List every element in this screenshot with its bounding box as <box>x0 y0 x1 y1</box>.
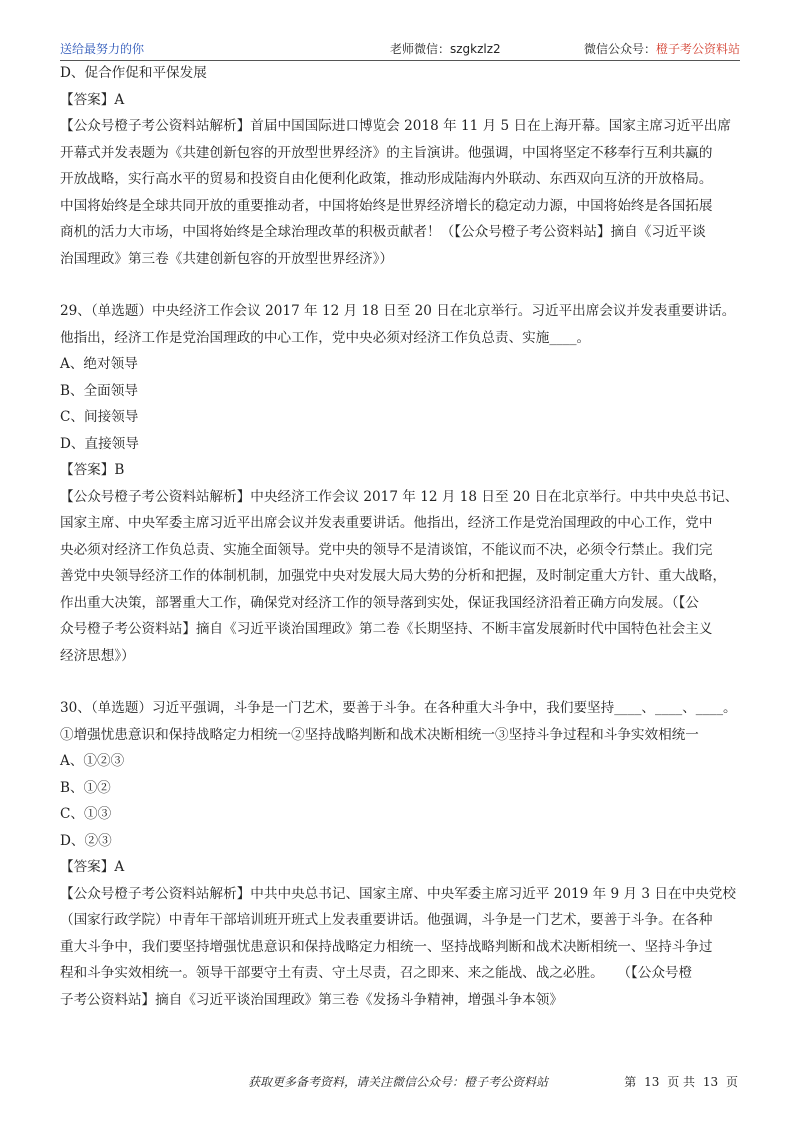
q28-option-d: D、促合作促和平保发展 <box>60 65 207 81</box>
page-suffix: 页 <box>725 1075 738 1089</box>
page-total: 13 <box>702 1075 719 1089</box>
analysis-line: 【公众号橙子考公资料站解析】中央经济工作会议 2017 年 12 月 18 日至 20 日在北京举行。中共中央总书记、 <box>60 488 739 505</box>
analysis-line: 商机的活力大市场，中国将始终是全球治理改革的积极贡献者！（【公众号橙子考公资料站】摘自《习近平谈 <box>60 224 706 240</box>
question-line: 29、（单选题）中央经济工作会议 2017 年 12 月 18 日至 20 日在北京举行。习近平出席会议并发表重要讲话。 <box>60 303 736 319</box>
header-account-brand: 橙子考公资料站 <box>655 42 740 56</box>
q30-analysis <box>60 881 745 1014</box>
q29-stem <box>60 298 745 351</box>
analysis-line: 开放战略，实行高水平的贸易和投资自由化便利化政策，推动形成陆海内外联动、东西双向互济的开放格局。 <box>60 171 713 187</box>
header-official-account <box>584 40 740 57</box>
header-teacher-wechat: 老师微信：szgkzlz2 <box>390 42 501 56</box>
analysis-line: 众号橙子考公资料站】摘自《习近平谈治国理政》第二卷《长期坚持、不断丰富发展新时代中国特色社会主义 <box>60 621 713 637</box>
analysis-line: 治国理政》第三卷《共建创新包容的开放型世界经济》） <box>60 250 394 267</box>
page-prefix: 第 <box>624 1075 637 1089</box>
q30-answer: 【答案】A <box>60 859 125 875</box>
q29-analysis <box>60 484 745 670</box>
q30-option-c: C、①③ <box>60 806 112 822</box>
page-footer <box>0 1073 800 1093</box>
analysis-line: 央必须对经济工作负总责、实施全面领导。党中央的领导不是清谈馆，不能议而不决，必须令行禁止。我们完 <box>60 541 713 558</box>
analysis-line: 中国将始终是全球共同开放的重要推动者，中国将始终是世界经济增长的稳定动力源，中国将始终是各国拓展 <box>60 197 713 214</box>
page-number <box>622 1073 740 1090</box>
q30-stem <box>60 695 745 748</box>
analysis-line: 重大斗争中，我们要坚持增强忧患意识和保持战略定力相统一、坚持战略判断和战术决断相统一、坚持斗争过 <box>60 938 713 955</box>
question-line: ①增强忧患意识和保持战略定力相统一②坚持战略判断和战术决断相统一③坚持斗争过程和斗争实效相统一 <box>60 726 699 743</box>
header-slogan: 送给最努力的你 <box>60 42 145 56</box>
q30-option-d: D、②③ <box>60 832 112 849</box>
analysis-line: 程和斗争实效相统一。领导干部要守土有责、守土尽责，召之即来、来之能战、战之必胜。 （【公众号橙 <box>60 965 693 981</box>
q29-option-d: D、直接领导 <box>60 435 139 452</box>
question-line: 他指出，经济工作是党治国理政的中心工作，党中央必须对经济工作负总责、实施____。 <box>60 329 591 346</box>
page-current: 13 <box>644 1075 660 1089</box>
q29-option-a: A、绝对领导 <box>60 356 138 372</box>
header-account-prefix: 微信公众号： <box>583 42 656 56</box>
analysis-line: 作出重大决策，部署重大工作，确保党对经济工作的领导落到实处，保证我国经济沿着正确方向发展。（【公 <box>60 594 699 611</box>
analysis-line: 开幕式并发表题为《共建创新包容的开放型世界经济》的主旨演讲。他强调，中国将坚定不移奉行互利共赢的 <box>60 144 713 161</box>
q30-option-a: A、①②③ <box>60 753 125 769</box>
analysis-line: 善党中央领导经济工作的体制机制，加强党中央对发展大局大势的分析和把握，及时制定重大方针、重大战略， <box>60 568 727 584</box>
q28-answer: 【答案】A <box>60 91 125 108</box>
analysis-line: 【公众号橙子考公资料站解析】中共中央总书记、国家主席、中央军委主席习近平 2019 年 9 月 3 日在中央党校 <box>60 885 736 902</box>
q29-answer: 【答案】B <box>60 462 125 478</box>
footer-note: 获取更多备考资料，请关注微信公众号：橙子考公资料站 <box>248 1075 549 1089</box>
analysis-line: 子考公资料站】摘自《习近平谈治国理政》第三卷《发扬斗争精神，增强斗争本领》 <box>60 991 563 1008</box>
analysis-line: （国家行政学院）中青年干部培训班开班式上发表重要讲话。他强调，斗争是一门艺术，要善于斗争。在各种 <box>60 912 713 928</box>
page-header <box>60 38 740 61</box>
q28-analysis <box>60 113 745 272</box>
analysis-line: 国家主席、中央军委主席习近平出席会议并发表重要讲话。他指出，经济工作是党治国理政的中心工作，党中 <box>60 515 713 531</box>
q29-option-c: C、间接领导 <box>60 409 139 425</box>
page-mid: 页 共 <box>667 1075 696 1089</box>
q30-option-b: B、①② <box>60 779 111 796</box>
analysis-line: 【公众号橙子考公资料站解析】首届中国国际进口博览会 2018 年 11 月 5 日在上海开幕。国家主席习近平出席 <box>60 118 731 134</box>
q29-option-b: B、全面领导 <box>60 382 138 399</box>
analysis-line: 经济思想》） <box>60 647 135 664</box>
question-line: 30、（单选题）习近平强调，斗争是一门艺术，要善于斗争。在各种重大斗争中，我们要坚持____、____、____。 <box>60 700 737 716</box>
document-body <box>60 60 745 1013</box>
